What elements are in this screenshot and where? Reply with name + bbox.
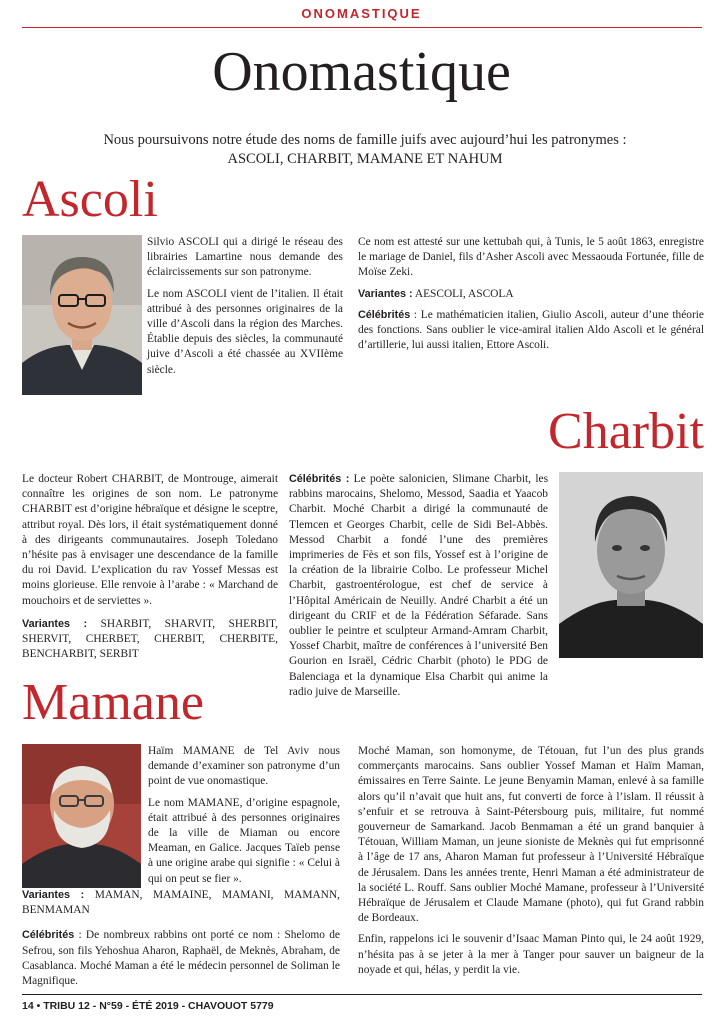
mamane-column-2 xyxy=(358,744,704,984)
mamane-paragraph-3: Moché Maman, son homonyme, de Tétouan, fut l’un des plus grands commerçants marocains. Sans oublier Yossef Maman et Haïm Maman, émissaires en Terre Sainte. Le jeune Benyamin Maman, enlevé à sa famille alors qu’il n’avait que huit ans, fut converti de force à l’islam. Il réussit à s’enfuir et se retrouva à Saint-Pétersbourg puis, militaire, fut nommé gouverneur de Samarkand. Jacob Benmaman a été un grand banquier à Tétouan, William Maman, un jeune sioniste de Meknès qui fut emprisonné à l’âge de 17 ans, Aharon Maman fut professeur à l’Université Hébraïque de Jérusalem. Dans les années trente, Henri Maman a été administrateur de la société L. Rouff. Sans oublier Moché Mamane, professeur à l’Université Hébraïque de Jérusalem et Claude Mamane (photo), qui fut Grand rabbin de Bordeaux. xyxy=(358,745,704,925)
portrait-man-bw-icon xyxy=(559,472,703,658)
intro-text xyxy=(30,131,700,169)
intro-line-1: Nous poursuivons notre étude des noms de famille juifs avec aujourd’hui les patronymes : xyxy=(103,132,627,148)
portrait-elderly-man-icon xyxy=(22,744,141,888)
charbit-celebrities xyxy=(289,472,548,700)
photo-cedric-charbit xyxy=(559,472,703,658)
section-rubric: ONOMASTIQUE xyxy=(301,6,422,21)
mamane-celebrities xyxy=(22,928,340,989)
celebrities-text: Le poète salonicien, Slimane Charbit, les rabbins marocains, Shelomo, Messod, Saadia et Yaacob Charbit. Moché Charbit a dirigé la communauté de Tlemcen et Georges Charbit, celle de Sidi Bel-Abbès. Messod Charbit a fondé l’une des premières imprimeries de Fès et son fils, Yossef est à l’origine de la création de la librairie Colbo. Le professeur Michel Charbit, gastroentérologue, est chef de service à l’Hôpital Américain de Neuilly. André Charbit a été un dirigeant du CRIF et de la Fédération Séfarade. Sans oublier le peintre et sculpteur Armand-Amram Charbit, Yossef Charbit, maître de conférences à l’université Ben Gourion en Israël, Cédric Charbit (photo) le PDG de Balenciaga et la dynamique Elsa Charbit qui anime la radio juive de Marseille. xyxy=(289,473,548,698)
ascoli-paragraph-3: Ce nom est attesté sur une kettubah qui, à Tunis, le 5 août 1863, enregistre le mariage de Daniel, fils d’Asher Ascoli avec Messaouda Fortunée, fille de Moïse Zeki. xyxy=(358,236,704,279)
variants-text: AESCOLI, ASCOLA xyxy=(414,287,514,300)
ascoli-paragraph-1: Silvio ASCOLI qui a dirigé le réseau des librairies Lamartine nous demande des éclaircissements sur son patronyme. xyxy=(147,236,343,279)
charbit-variants xyxy=(22,617,278,663)
portrait-man-glasses-icon xyxy=(22,235,142,395)
variants-label: Variantes : xyxy=(22,889,85,901)
photo-claude-mamane xyxy=(22,744,141,888)
ascoli-paragraph-2: Le nom ASCOLI vient de l’italien. Il était attribué à des personnes originaires de la ville d’Ascoli dans la région des Marches. Établie depuis des siècles, la communauté juive d’Ascoli a été chassée au XVIIème siècle. xyxy=(147,287,343,376)
charbit-paragraph-1: Le docteur Robert CHARBIT, de Montrouge, aimerait connaître les origines de son nom. Le patronyme CHARBIT est d’origine hébraïque et désigne le sceptre, attribut royal. Dès lors, il était systématiquement donné à des dirigeants communautaires. Joseph Toledano n’hésite pas à envisager une descendance de la famille du roi David. L’explication du rav Yossef Messas est moins glorieuse. Elle renvoie à l’arabe : « Marchand de mouchoirs et de serviettes ». xyxy=(22,473,278,607)
page-title: Onomastique xyxy=(212,41,511,103)
page-footer: 14 • TRIBU 12 - N°59 - ÉTÉ 2019 - CHAVOUOT 5779 xyxy=(22,1000,274,1012)
ascoli-celebrities xyxy=(358,308,704,354)
charbit-column-2 xyxy=(289,472,548,706)
celebrities-label: Célébrités xyxy=(22,929,75,942)
header-rule xyxy=(22,27,702,28)
mamane-paragraph-4: Enfin, rappelons ici le souvenir d’Isaac Maman Pinto qui, le 24 août 1929, n’hésita pas à se jeter à la mer à Tanger pour sauver un baigneur de la noyade et qui, hélas, y perdit la vie. xyxy=(358,933,704,976)
section-title-ascoli: Ascoli xyxy=(22,171,158,228)
section-title-mamane: Mamane xyxy=(22,674,204,731)
variants-text: SHARBIT, SHARVIT, SHERBIT, SHERVIT, CHERBET, CHERBIT, CHERBITE, BENCHARBIT, SERBIT xyxy=(22,617,278,661)
mamane-paragraph-2: Le nom MAMANE, d’origine espagnole, était attribué à des personnes originaires de la ville de Miaman ou encore Meaman, en Galice. Jacques Taïeb pense à une origine arabe qui signifie : « Celui à qui on peut se fier ». xyxy=(148,796,340,885)
ascoli-variants xyxy=(358,287,704,302)
variants-text: MAMAN, MAMAINE, MAMANI, MAMANN, BENMAMAN xyxy=(22,889,340,917)
celebrities-label: Célébrités xyxy=(358,308,411,321)
celebrities-text: : Le mathématicien italien, Giulio Ascoli, auteur d’une théorie des fonctions. Sans oublier le vice-amiral italien Aldo Ascoli et le général d’artillerie, lui aussi italien, Ettore Ascoli. xyxy=(358,308,704,352)
celebrities-label: Célébrités : xyxy=(289,473,350,485)
ascoli-column-2 xyxy=(358,235,704,359)
ascoli-column-1 xyxy=(147,235,343,384)
celebrities-text: : De nombreux rabbins ont porté ce nom : Shelomo de Sefrou, son fils Yehoshua Aharon, Raphaël, de Meknès, Abraham, de Casablanca. Moché Maman a été le médecin personnel de Soliman le Magnifique. xyxy=(22,929,340,988)
intro-line-2: ASCOLI, CHARBIT, MAMANE ET NAHUM xyxy=(227,151,503,167)
footer-rule xyxy=(22,994,702,995)
mamane-paragraph-1: Haïm MAMANE de Tel Aviv nous demande d’examiner son patronyme d’un point de vue onomastique. xyxy=(148,745,340,788)
section-title-charbit: Charbit xyxy=(548,403,704,460)
mamane-column-1b xyxy=(22,888,340,995)
photo-silvio-ascoli xyxy=(22,235,142,395)
charbit-column-1 xyxy=(22,472,278,668)
mamane-variants xyxy=(22,888,340,918)
mamane-column-1a xyxy=(148,744,340,893)
variants-label: Variantes : xyxy=(358,287,413,300)
variants-label: Variantes : xyxy=(22,617,88,630)
